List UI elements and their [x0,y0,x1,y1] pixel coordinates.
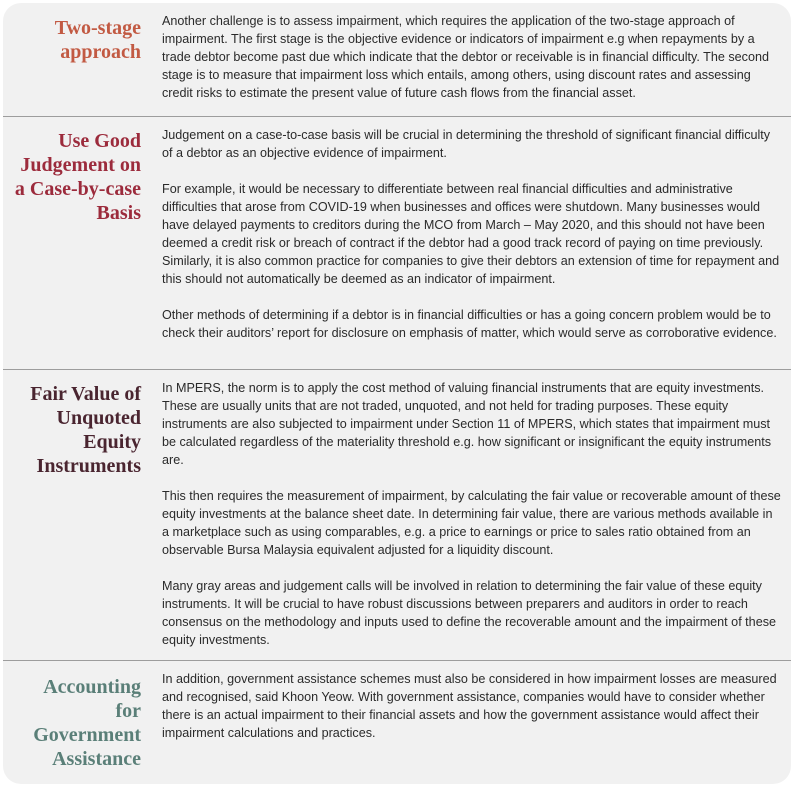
section-body [162,379,782,649]
section-heading: Fair Value of Unquoted Equity Instruments [30,383,141,477]
section-heading: Two-stage approach [54,17,141,63]
section-government-assistance [3,661,791,784]
section-heading: Use Good Judgement on a Case-by-case Basis [14,130,141,224]
paragraph: Another challenge is to assess impairment, which requires the application of the two-stage approach of impairment. The first stage is the objective evidence or indicators of impairment e.g when repayments by a trade debtor become past due which indicate that the debtor or receivable is in financial difficulty. The second stage is to measure that impairment loss which entails, among others, using discount rates and assessing credit risks to estimate the present value of future cash flows from the financial asset. [162,14,769,100]
section-good-judgement [3,117,791,370]
section-heading: Accounting for Government Assistance [33,676,141,770]
paragraph: Other methods of determining if a debtor is in financial difficulties or has a going concern problem would be to check their auditors’ report for disclosure on emphasis of matter, which would serve as corroborative evidence. [162,308,777,340]
paragraph: This then requires the measurement of impairment, by calculating the fair value or recoverable amount of these equity investments at the balance sheet date. In determining fair value, there are various methods available in a marketplace such as using comparables, e.g. a price to earnings or price to sales ratio obtained from an observable Bursa Malaysia equivalent adjusted for a liquidity discount. [162,489,781,557]
section-body [162,670,782,742]
section-two-stage-approach [3,3,791,117]
paragraph: In MPERS, the norm is to apply the cost method of valuing financial instruments that are equity investments. These are usually units that are not traded, unquoted, and not held for trading purposes. These equity instruments are also subjected to impairment under Section 11 of MPERS, which states that impairment must be calculated regardless of the materiality threshold e.g. how significant or insignificant the equity instruments are. [162,381,772,467]
paragraph: In addition, government assistance schemes must also be considered in how impairment losses are measured and recognised, said Khoon Yeow. With government assistance, companies would have to consider whether there is an actual impairment to their financial assets and how the government assistance would affect their impairment calculations and practices. [162,672,777,740]
paragraph: Judgement on a case-to-case basis will be crucial in determining the threshold of significant financial difficulty of a debtor as an objective evidence of impairment. [162,128,771,160]
section-body [162,12,782,102]
section-fair-value [3,370,791,661]
paragraph: For example, it would be necessary to differentiate between real financial difficulties and administrative difficulties that arose from COVID-19 when businesses and offices were shutdown. Many businesses would have delayed payments to creditors during the MCO from March – May 2020, and this should not have been deemed a credit risk or breach of contract if the debtor had a good track record of paying on time previously. Similarly, it is also common practice for companies to give their debtors an extension of time for repayment and this should not automatically be deemed as an indicator of impairment. [162,182,780,286]
paragraph: Many gray areas and judgement calls will be involved in relation to determining the fair value of these equity instruments. It will be crucial to have robust discussions between preparers and auditors in order to reach consensus on the methodology and inputs used to define the recoverable amount and the impairment of these equity investments. [162,579,776,647]
section-body [162,126,782,342]
content-card [3,3,791,784]
